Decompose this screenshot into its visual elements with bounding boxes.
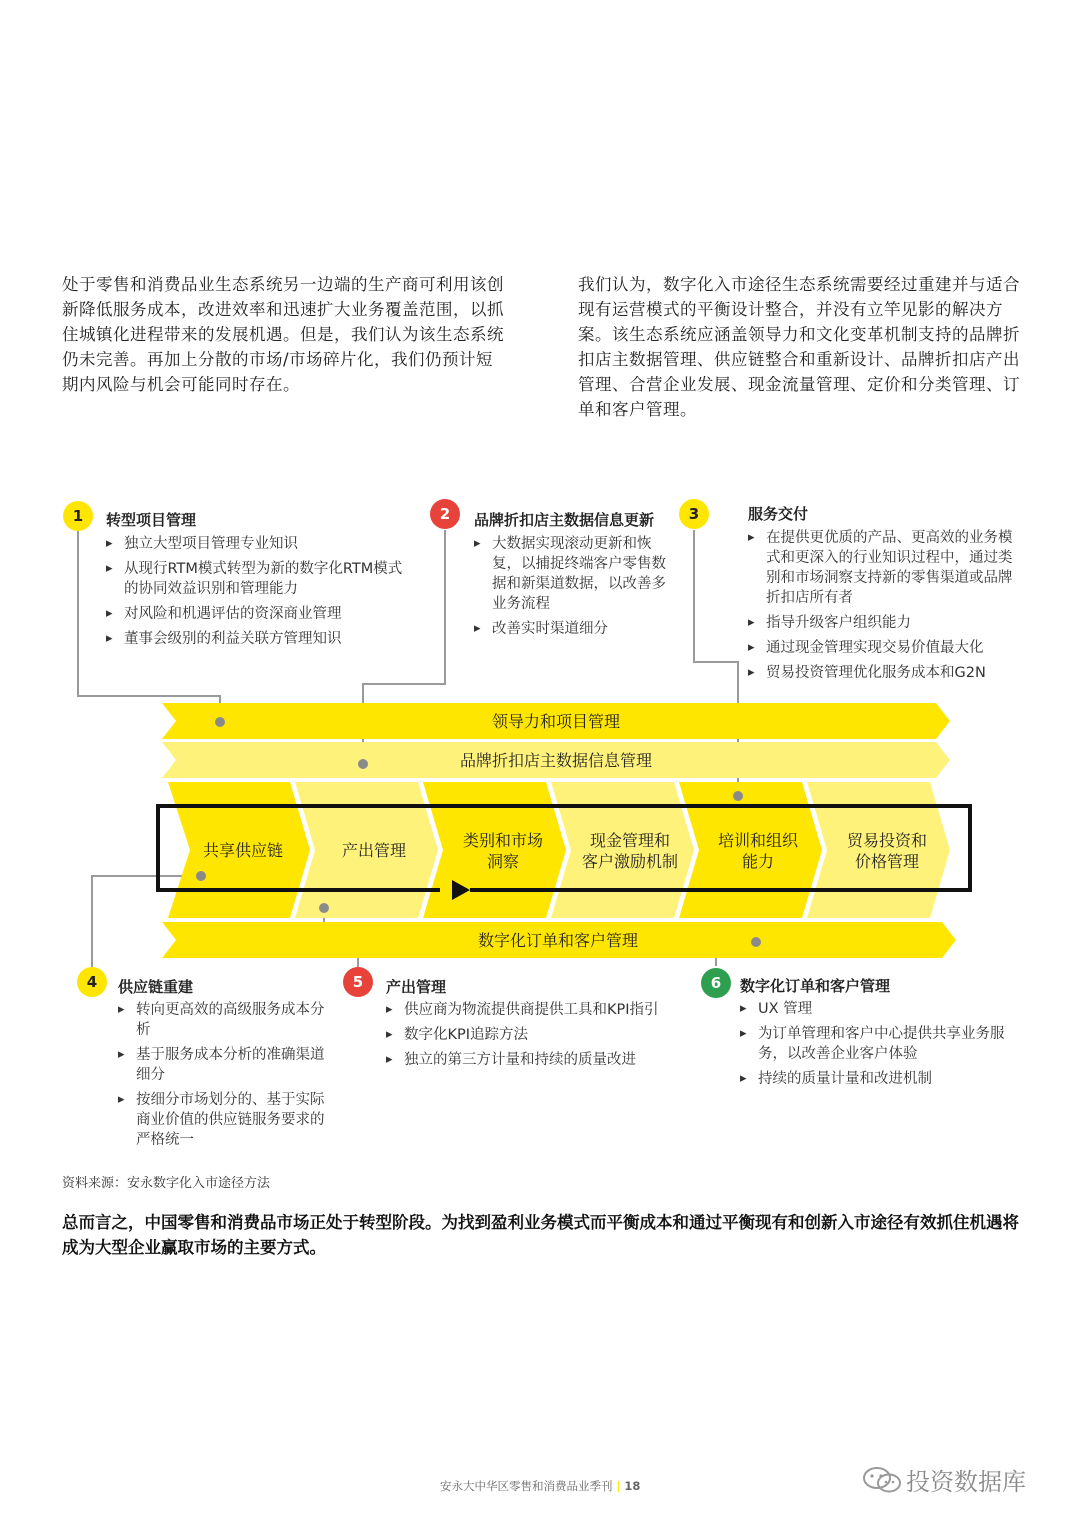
callout-5-badge: 5 xyxy=(343,967,373,997)
callout-3-list xyxy=(748,528,1020,688)
column-label-4b: 客户激励机制 xyxy=(581,852,679,871)
leadership-bar-label: 领导力和项目管理 xyxy=(491,712,621,731)
footer-separator: | xyxy=(616,1479,621,1493)
column-shape-3 xyxy=(423,782,566,918)
callout-2-title: 品牌折扣店主数据信息更新 xyxy=(474,511,655,529)
connector-dot-3 xyxy=(733,791,743,801)
connector-dot-1 xyxy=(215,717,225,727)
column-label-6b: 价格管理 xyxy=(854,852,920,871)
connector-dot-5 xyxy=(319,903,329,913)
footer-title: 安永大中华区零售和消费品业季刊 xyxy=(440,1479,613,1493)
list-item: ▸ 大数据实现滚动更新和恢复，以捕捉终端客户零售数据和新渠道数据，以改善多业务流程 xyxy=(474,534,680,614)
list-item: ▸ 转向更高效的高级服务成本分析 xyxy=(118,1000,338,1040)
callout-5-title: 产出管理 xyxy=(386,978,447,996)
page-number: 18 xyxy=(624,1479,641,1493)
list-item: ▸ 按细分市场划分的、基于实际商业价值的供应链服务要求的严格统一 xyxy=(118,1090,338,1150)
callout-2-badge: 2 xyxy=(430,499,460,529)
master-data-bar-label: 品牌折扣店主数据信息管理 xyxy=(459,751,653,770)
column-label-2: 产出管理 xyxy=(341,841,407,860)
column-label-5b: 能力 xyxy=(741,852,775,871)
list-item: ▸ 独立的第三方计量和持续的质量改进 xyxy=(386,1050,676,1070)
list-item: ▸ 独立大型项目管理专业知识 xyxy=(106,534,406,554)
callout-4-list xyxy=(118,1000,338,1155)
list-item: ▸ 通过现金管理实现交易价值最大化 xyxy=(748,638,1020,658)
callout-3-title: 服务交付 xyxy=(748,505,809,523)
connector-dot-2 xyxy=(358,759,368,769)
intro-paragraph-right: 我们认为，数字化入市途径生态系统需要经过重建并与适合现有运营模式的平衡设计整合，并没有立竿见影的解决方案。该生态系统应涵盖领导力和文化变革机制支持的品牌折扣店主数据管理、供应链整合和重新设计、品牌折扣店产出管理、合营企业发展、现金流量管理、定价和分类管理、订单和客户管理。 xyxy=(578,275,1020,419)
column-label-4a: 现金管理和 xyxy=(589,831,671,850)
callout-1-list xyxy=(106,534,406,654)
callout-3-badge: 3 xyxy=(679,499,709,529)
list-item: ▸ 对风险和机遇评估的资深商业管理 xyxy=(106,604,406,624)
column-shape-5 xyxy=(679,782,822,918)
list-item: ▸ 在提供更优质的产品、更高效的业务模式和更深入的行业知识过程中，通过类别和市场洞察支持新的零售渠道或品牌折扣店所有者 xyxy=(748,528,1020,608)
column-shape-4 xyxy=(551,782,694,918)
watermark xyxy=(862,1462,1026,1497)
wechat-icon xyxy=(862,1465,902,1495)
list-item: ▸ 改善实时渠道细分 xyxy=(474,619,680,639)
list-item: ▸ 为订单管理和客户中心提供共享业务服务，以改善企业客户体验 xyxy=(740,1024,1022,1064)
callout-4-title: 供应链重建 xyxy=(118,978,194,996)
page-footer xyxy=(440,1478,640,1494)
list-item: ▸ 数字化KPI追踪方法 xyxy=(386,1025,676,1045)
column-shape-6 xyxy=(807,782,950,918)
column-label-1: 共享供应链 xyxy=(202,841,284,860)
list-item: ▸ 从现行RTM模式转型为新的数字化RTM模式的协同效益识别和管理能力 xyxy=(106,559,406,599)
watermark-text: 投资数据库 xyxy=(906,1468,1026,1496)
callout-6-badge: 6 xyxy=(701,968,731,998)
callout-1-badge: 1 xyxy=(63,501,93,531)
digital-order-bar-label: 数字化订单和客户管理 xyxy=(477,931,639,950)
callout-1-title: 转型项目管理 xyxy=(106,511,197,529)
list-item: ▸ 基于服务成本分析的准确渠道细分 xyxy=(118,1045,338,1085)
list-item: ▸ 持续的质量计量和改进机制 xyxy=(740,1069,1022,1089)
callout-4-badge: 4 xyxy=(77,967,107,997)
connector-dot-6 xyxy=(751,937,761,947)
list-item: ▸ 贸易投资管理优化服务成本和G2N xyxy=(748,663,1020,683)
summary-paragraph: 总而言之，中国零售和消费品市场正处于转型阶段。为找到盈利业务模式而平衡成本和通过平衡现有和创新入市途径有效抓住机遇将成为大型企业赢取市场的主要方式。 xyxy=(62,1213,1019,1257)
column-label-6a: 贸易投资和 xyxy=(846,831,928,850)
connector-dot-4 xyxy=(196,871,206,881)
list-item: ▸ UX 管理 xyxy=(740,999,1022,1019)
callout-5-list xyxy=(386,1000,676,1075)
column-label-5a: 培训和组织 xyxy=(717,831,799,850)
intro-paragraph-left: 处于零售和消费品业生态系统另一边端的生产商可利用该创新降低服务成本，改进效率和迅速扩大业务覆盖范围，以抓住城镇化进程带来的发展机遇。但是，我们认为该生态系统仍未完善。再加上分散的市场/市场碎片化，我们仍预计短期内风险与机会可能同时存在。 xyxy=(62,275,504,394)
list-item: ▸ 指导升级客户组织能力 xyxy=(748,613,1020,633)
callout-6-list xyxy=(740,999,1022,1094)
column-label-3b: 洞察 xyxy=(486,852,520,871)
callout-2-list xyxy=(474,534,680,644)
source-note: 资料来源：安永数字化入市途径方法 xyxy=(62,1176,271,1191)
list-item: ▸ 供应商为物流提供商提供工具和KPI指引 xyxy=(386,1000,676,1020)
list-item: ▸ 董事会级别的利益关联方管理知识 xyxy=(106,629,406,649)
column-label-3a: 类别和市场 xyxy=(462,831,544,850)
callout-6-title: 数字化订单和客户管理 xyxy=(740,977,891,995)
